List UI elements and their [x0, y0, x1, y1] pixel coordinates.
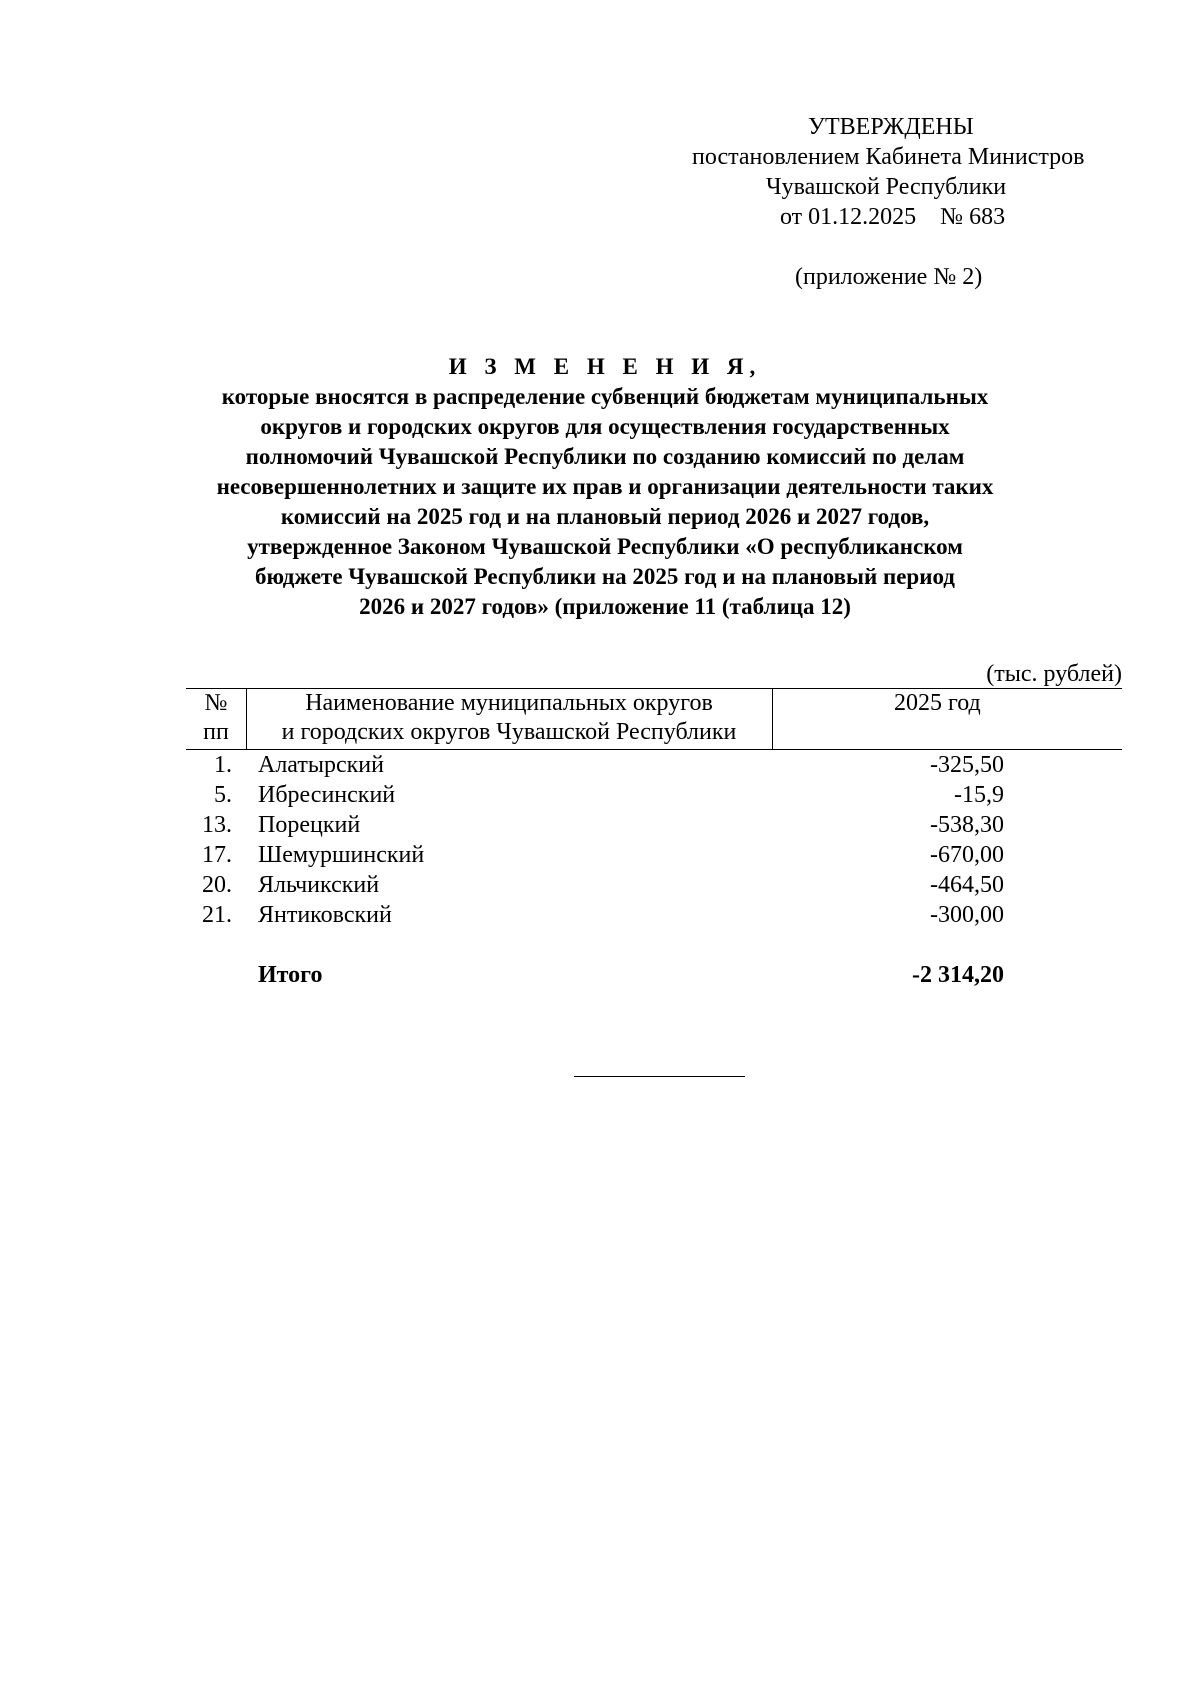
header-number-line2: пп	[203, 719, 229, 745]
row-value: -670,00	[930, 842, 1004, 868]
row-name: Шемуршинский	[258, 842, 425, 868]
row-name: Ибресинский	[258, 782, 396, 808]
table-header	[186, 688, 1122, 750]
table-row	[186, 750, 1122, 780]
title-heading: И З М Е Н Е Н И Я,	[448, 354, 762, 379]
row-name: Порецкий	[258, 812, 361, 838]
title-line: полномочий Чувашской Республики по созданию комиссий по делам	[245, 444, 965, 469]
table-row	[186, 810, 1122, 840]
title-line: 2026 и 2027 годов» (приложение 11 (таблица 12)	[359, 594, 851, 619]
row-number: 1.	[214, 752, 232, 778]
row-value: -538,30	[930, 812, 1004, 838]
title-line: округов и городских округов для осуществления государственных	[260, 414, 950, 439]
approval-date-number: от 01.12.2025 № 683	[780, 204, 1006, 230]
row-value: -300,00	[930, 902, 1004, 928]
title-line: бюджете Чувашской Республики на 2025 год и на плановый период	[255, 564, 955, 589]
table-body	[186, 750, 1122, 990]
table-row	[186, 900, 1122, 930]
row-name: Янтиковский	[258, 902, 392, 928]
appendix-label: (приложение № 2)	[795, 264, 983, 290]
table-row	[186, 780, 1122, 810]
row-number: 21.	[202, 902, 232, 928]
header-year: 2025 год	[894, 690, 981, 716]
document-title	[120, 352, 1090, 622]
row-value: -325,50	[930, 752, 1004, 778]
header-name-line1: Наименование муниципальных округов	[305, 690, 713, 716]
header-name	[246, 689, 773, 749]
row-value: -15,9	[954, 782, 1004, 808]
row-name: Яльчикский	[258, 872, 380, 898]
row-value: -464,50	[930, 872, 1004, 898]
header-number-line1: №	[204, 690, 228, 716]
table-row	[186, 840, 1122, 870]
closing-separator-line	[574, 1076, 745, 1077]
row-number: 5.	[214, 782, 232, 808]
row-number: 13.	[202, 812, 232, 838]
table-row	[186, 870, 1122, 900]
total-value: -2 314,20	[912, 962, 1004, 988]
row-number: 17.	[202, 842, 232, 868]
approval-republic: Чувашской Республики	[766, 174, 1007, 200]
approval-authority: постановлением Кабинета Министров	[692, 144, 1085, 170]
total-row	[186, 960, 1122, 990]
header-number	[186, 689, 247, 749]
subvention-table	[186, 688, 1122, 990]
title-line: несовершеннолетних и защите их прав и организации деятельности таких	[216, 474, 994, 499]
total-label: Итого	[258, 962, 323, 988]
approval-title: УТВЕРЖДЕНЫ	[808, 114, 974, 140]
title-line: утвержденное Законом Чувашской Республики «О республиканском	[247, 534, 963, 559]
header-name-line2: и городских округов Чувашской Республики	[281, 719, 737, 745]
row-name: Алатырский	[258, 752, 384, 778]
approval-stamp	[670, 112, 1140, 292]
units-label: (тыс. рублей)	[986, 661, 1122, 687]
row-number: 20.	[202, 872, 232, 898]
title-line: которые вносятся в распределение субвенций бюджетам муниципальных	[221, 384, 989, 409]
title-line: комиссий на 2025 год и на плановый период 2026 и 2027 годов,	[280, 504, 930, 529]
